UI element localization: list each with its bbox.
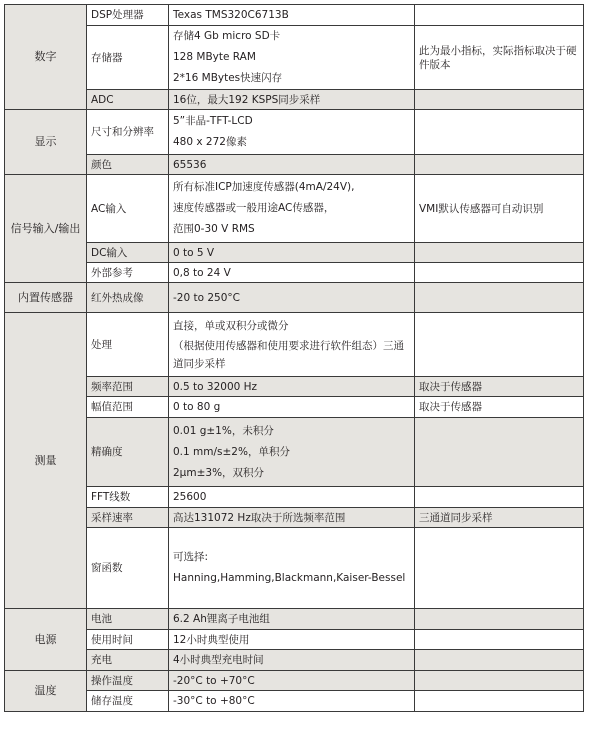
row-note bbox=[415, 313, 584, 377]
row-value: 65536 bbox=[169, 155, 415, 175]
category-display: 显示 bbox=[5, 110, 87, 175]
row-value: -20 to 250°C bbox=[169, 283, 415, 313]
value-line: 0.1 mm/s±2%，单积分 bbox=[173, 445, 290, 458]
row-label: 窗函数 bbox=[87, 528, 169, 609]
row-note bbox=[415, 155, 584, 175]
row-value bbox=[169, 175, 415, 243]
row-value: 16位，最大192 KSPS同步采样 bbox=[169, 90, 415, 110]
value-line: 直接，单或双积分或微分 bbox=[173, 320, 289, 332]
row-note bbox=[415, 110, 584, 155]
row-note bbox=[415, 263, 584, 283]
row-label: 幅值范围 bbox=[87, 397, 169, 418]
value-line: 2µm±3%，双积分 bbox=[173, 466, 265, 479]
row-note bbox=[415, 283, 584, 313]
value-line: 所有标准ICP加速度传感器(4mA/24V), bbox=[173, 181, 355, 193]
value-line: Hanning,Hamming,Blackmann,Kaiser-Bessel bbox=[173, 572, 406, 584]
row-label: DC输入 bbox=[87, 243, 169, 263]
category-power: 电源 bbox=[5, 609, 87, 671]
row-note: 此为最小指标，实际指标取决于硬件版本 bbox=[415, 26, 584, 90]
row-note bbox=[415, 528, 584, 609]
value-line: 128 MByte RAM bbox=[173, 51, 256, 63]
row-label: 尺寸和分辨率 bbox=[87, 110, 169, 155]
row-note bbox=[415, 418, 584, 487]
row-note bbox=[415, 90, 584, 110]
row-value: 12小时典型使用 bbox=[169, 630, 415, 650]
row-label: AC输入 bbox=[87, 175, 169, 243]
row-value: -20°C to +70°C bbox=[169, 671, 415, 691]
row-note bbox=[415, 243, 584, 263]
row-value: -30°C to +80°C bbox=[169, 691, 415, 712]
row-note: 取决于传感器 bbox=[415, 377, 584, 397]
row-label: FFT线数 bbox=[87, 487, 169, 508]
value-line: 可选择: bbox=[173, 551, 209, 563]
row-note bbox=[415, 609, 584, 630]
row-label: 采样速率 bbox=[87, 508, 169, 528]
row-note: VMI默认传感器可自动识别 bbox=[415, 175, 584, 243]
row-label: 充电 bbox=[87, 650, 169, 671]
row-value: 0 to 5 V bbox=[169, 243, 415, 263]
row-label: 处理 bbox=[87, 313, 169, 377]
value-line: 2*16 MBytes快速闪存 bbox=[173, 72, 283, 84]
row-value: 6.2 Ah锂离子电池组 bbox=[169, 609, 415, 630]
value-line: （根据使用传感器和使用要求进行软件组态）三通道同步采样 bbox=[173, 340, 404, 370]
row-value bbox=[169, 313, 415, 377]
row-note bbox=[415, 671, 584, 691]
row-note bbox=[415, 630, 584, 650]
row-label: 频率范围 bbox=[87, 377, 169, 397]
category-measurement: 测量 bbox=[5, 313, 87, 609]
category-signal-io: 信号输入/输出 bbox=[5, 175, 87, 283]
row-note: 三通道同步采样 bbox=[415, 508, 584, 528]
value-line: 存储4 Gb micro SD卡 bbox=[173, 30, 281, 42]
row-label: 存储器 bbox=[87, 26, 169, 90]
row-value bbox=[169, 26, 415, 90]
row-value bbox=[169, 110, 415, 155]
row-label: 操作温度 bbox=[87, 671, 169, 691]
row-note bbox=[415, 691, 584, 712]
row-value: 0.5 to 32000 Hz bbox=[169, 377, 415, 397]
value-line: 范围0-30 V RMS bbox=[173, 223, 255, 235]
row-value bbox=[169, 528, 415, 609]
value-line: 0.01 g±1%，未积分 bbox=[173, 424, 274, 437]
row-value bbox=[169, 418, 415, 487]
row-label: 精确度 bbox=[87, 418, 169, 487]
row-label: ADC bbox=[87, 90, 169, 110]
row-label: DSP处理器 bbox=[87, 5, 169, 26]
row-value: 0 to 80 g bbox=[169, 397, 415, 418]
category-builtin-sensor: 内置传感器 bbox=[5, 283, 87, 313]
row-note bbox=[415, 5, 584, 26]
category-digital: 数字 bbox=[5, 5, 87, 110]
row-note bbox=[415, 487, 584, 508]
row-value: Texas TMS320C6713B bbox=[169, 5, 415, 26]
row-label: 使用时间 bbox=[87, 630, 169, 650]
row-label: 外部参考 bbox=[87, 263, 169, 283]
value-line: 480 x 272像素 bbox=[173, 136, 247, 148]
row-value: 25600 bbox=[169, 487, 415, 508]
row-value: 0,8 to 24 V bbox=[169, 263, 415, 283]
row-value: 高达131072 Hz取决于所选频率范围 bbox=[169, 508, 415, 528]
row-label: 红外热成像 bbox=[87, 283, 169, 313]
row-value: 4小时典型充电时间 bbox=[169, 650, 415, 671]
row-label: 颜色 bbox=[87, 155, 169, 175]
spec-table bbox=[4, 4, 584, 712]
row-note: 取决于传感器 bbox=[415, 397, 584, 418]
row-label: 储存温度 bbox=[87, 691, 169, 712]
value-line: 5”非晶-TFT-LCD bbox=[173, 115, 253, 127]
value-line: 速度传感器或一般用途AC传感器， bbox=[173, 202, 335, 214]
row-label: 电池 bbox=[87, 609, 169, 630]
row-note bbox=[415, 650, 584, 671]
category-temperature: 温度 bbox=[5, 671, 87, 712]
